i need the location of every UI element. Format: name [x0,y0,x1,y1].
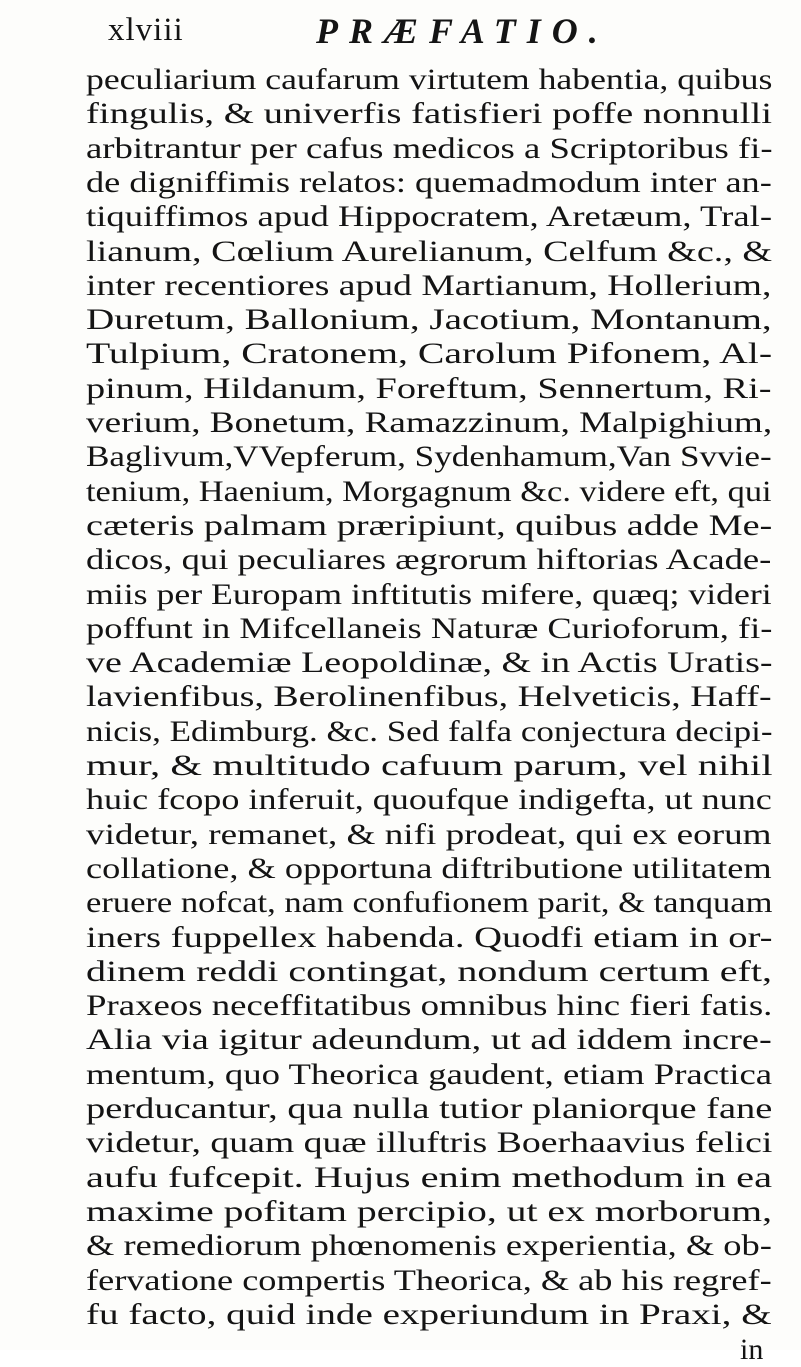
text-line: Tulpium, Cratonem, Carolum Pifonem, Al- [86,337,773,371]
text-line: miis per Europam inftitutis mifere, quæq; videri [86,577,772,611]
text-line: & remediorum phœnomenis experientia, & ob- [86,1229,772,1263]
text-line: perducantur, qua nulla tutior planiorque fane [86,1092,773,1125]
text-line: fingulis, & univerfis fatisfieri poffe nonnulli [86,97,773,131]
text-line: peculiarium caufarum virtutem habentia, quibus [86,63,773,96]
text-line: iners fuppellex habenda. Quodfi etiam in or- [86,920,773,954]
text-line: Alia via igitur adeundum, ut ad iddem incre- [86,1023,772,1057]
text-line: cæteris palmam præripiunt, quibus adde Me- [86,508,773,542]
text-line: tiquiffimos apud Hippocratem, Aretæum, Tral- [86,200,773,234]
text-line: pinum, Hildanum, Foreftum, Sennertum, Ri- [86,371,772,405]
text-line: lavienfibus, Berolinenfibus, Helveticis, Haff- [86,680,772,714]
text-line: verium, Bonetum, Ramazzinum, Malpighium, [86,406,773,439]
text-line: huic fcopo inferuit, quoufque indigefta, ut nunc [86,783,772,817]
text-line: tenium, Haenium, Morgagnum &c. videre eft, qui [86,474,772,508]
text-line: mentum, quo Theorica gaudent, etiam Practica [86,1057,773,1091]
text-line: fu facto, quid inde experiundum in Praxi, & [86,1297,772,1331]
text-line: poffunt in Mifcellaneis Naturæ Curioforum, fi- [86,611,773,645]
text-line: inter recentiores apud Martianum, Hollerium, [86,268,772,302]
text-line: de digniffimis relatos: quemadmodum inter an- [86,165,772,199]
catchword: in [740,1333,764,1367]
text-line: eruere nofcat, nam confufionem parit, & tanquam [86,886,773,920]
text-line: Praxeos neceffitatibus omnibus hinc fieri fatis. [86,989,773,1023]
text-line: Baglivum,VVepferum, Sydenhamum,Van Svvie- [86,440,772,474]
page-header [0,8,801,52]
text-line: mur, & multitudo cafuum parum, vel nihil [86,749,773,782]
text-line: dinem reddi contingat, nondum certum eft, [86,954,773,988]
text-line: aufu fufcepit. Hujus enim methodum in ea [86,1160,773,1194]
text-line: fervatione compertis Theorica, & ab his regref- [86,1263,772,1297]
text-line: collatione, & opportuna diftributione utilitatem [86,851,772,885]
text-line: lianum, Cœlium Aurelianum, Celfum &c., & [86,234,773,268]
page-number: xlviii [108,12,184,48]
text-line: videtur, quam quæ illuftris Boerhaavius felici [86,1126,773,1160]
text-line: ve Academiæ Leopoldinæ, & in Actis Uratis- [86,646,773,680]
text-line: arbitrantur per cafus medicos a Scriptoribus fi- [86,131,773,165]
running-title: PRÆFATIO. [316,11,609,51]
text-line: nicis, Edimburg. &c. Sed falfa conjectura decipi- [86,714,773,748]
text-line: videtur, remanet, & nifi prodeat, qui ex eorum [86,817,772,851]
text-line: Duretum, Ballonium, Jacotium, Montanum, [86,303,772,337]
text-line: dicos, qui peculiares ægrorum hiftorias Acade- [86,543,772,577]
text-line: maxime pofitam percipio, ut ex morborum, [86,1194,773,1228]
